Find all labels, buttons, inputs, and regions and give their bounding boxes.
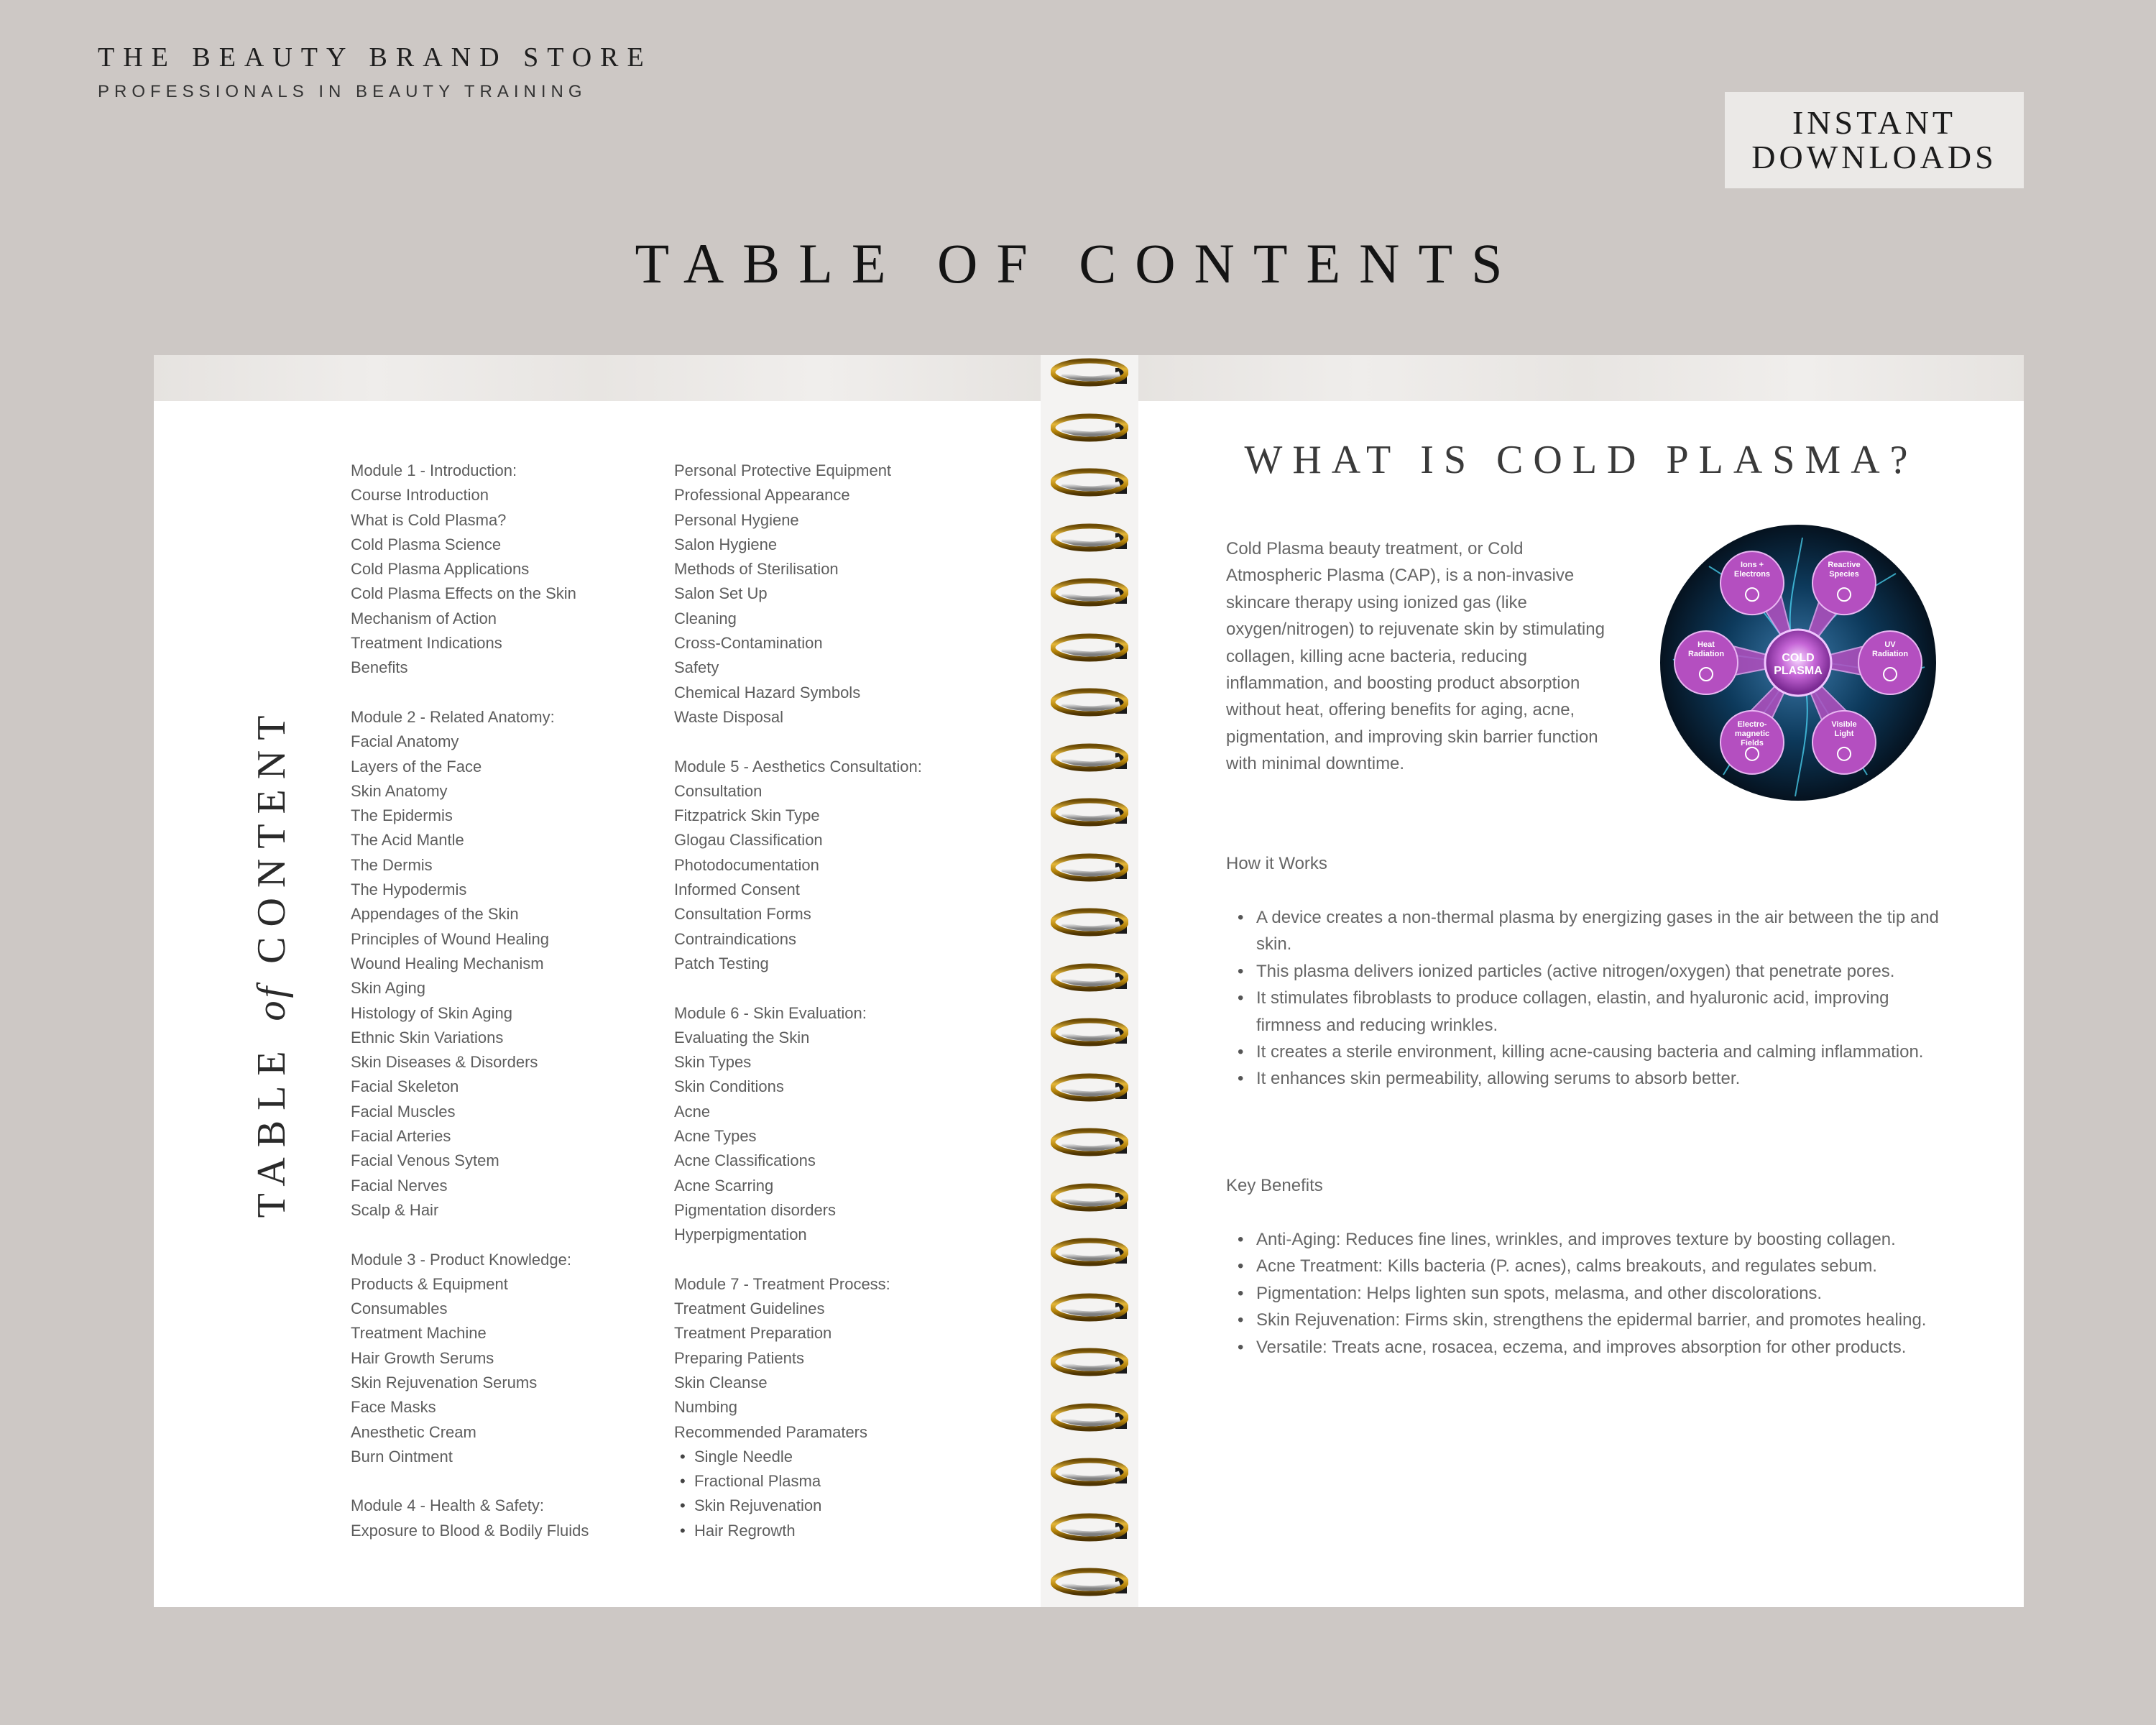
toc-item: Cold Plasma Effects on the Skin xyxy=(351,584,576,603)
diagram-node-label: Fields xyxy=(1741,738,1764,748)
cold-plasma-diagram xyxy=(1659,523,1938,802)
diagram-node-label: Radiation xyxy=(1687,650,1725,658)
toc-bullet-label: Hair Regrowth xyxy=(694,1521,796,1540)
diagram-node xyxy=(1812,711,1876,774)
spiral-binding xyxy=(1041,355,1138,1607)
toc-item: Evaluating the Skin xyxy=(674,1028,810,1046)
toc-item: Informed Consent xyxy=(674,880,800,899)
toc-item: Facial Nerves xyxy=(351,1176,448,1195)
spiral-ring xyxy=(1051,1073,1128,1102)
spiral-ring xyxy=(1051,1183,1128,1212)
spiral-ring xyxy=(1051,468,1128,497)
toc-item: Treatment Preparation xyxy=(674,1324,832,1343)
spiral-ring xyxy=(1051,1128,1128,1156)
toc-item: Contraindications xyxy=(674,929,796,948)
badge-line-2: DOWNLOADS xyxy=(1751,139,1997,175)
diagram-node xyxy=(1858,631,1922,694)
spiral-ring xyxy=(1051,1513,1128,1542)
spiral-ring xyxy=(1051,743,1128,772)
main-title: TABLE OF CONTENTS xyxy=(635,232,1521,295)
toc-item: Cold Plasma Applications xyxy=(351,560,530,579)
toc-item: Chemical Hazard Symbols xyxy=(674,683,861,702)
spiral-ring xyxy=(1051,1293,1128,1322)
toc-item: Consumables xyxy=(351,1300,448,1318)
spiral-ring xyxy=(1051,1403,1128,1432)
diagram-node-label: Electrons xyxy=(1733,570,1771,579)
bullet-icon xyxy=(674,1448,694,1466)
intro-paragraph: Cold Plasma beauty treatment, or Cold Atmospheric Plasma (CAP), is a non-invasive skincare therapy using ionized gas (like oxygen/nitrogen) to rejuvenate skin by stimulating collagen, killing acne bacteria, reducing inflammation, and boosting product absorption without heat, offering benefits for aging, acne, pigmentation, and improving skin barrier function with minimal downtime. xyxy=(1226,539,1605,774)
diagram-node-label: Species xyxy=(1829,570,1859,579)
toc-item: Course Introduction xyxy=(351,486,489,505)
page-title: WHAT IS COLD PLASMA? xyxy=(1244,438,1918,482)
instant-downloads-badge xyxy=(1725,92,2024,188)
toc-item: Hyperpigmentation xyxy=(674,1225,807,1244)
toc-item: The Hypodermis xyxy=(351,880,467,899)
toc-item: Acne Scarring xyxy=(674,1176,774,1195)
toc-item: Acne xyxy=(674,1102,711,1121)
toc-item: The Epidermis xyxy=(351,806,453,825)
toc-item: Glogau Classification xyxy=(674,831,823,850)
toc-item: Facial Arteries xyxy=(351,1127,451,1146)
toc-module-heading: Module 7 - Treatment Process: xyxy=(674,1274,890,1293)
key-benefit-item: • Versatile: Treats acne, rosacea, eczema, and improves absorption for other products. xyxy=(1226,1334,1945,1361)
spiral-ring xyxy=(1051,523,1128,552)
diagram-node xyxy=(1674,631,1738,694)
key-benefit-item: • Pigmentation: Helps lighten sun spots, melasma, and other discolorations. xyxy=(1226,1280,1945,1307)
diagram-node xyxy=(1720,711,1784,774)
diagram-node-label: UV xyxy=(1884,640,1896,649)
toc-item: Benefits xyxy=(351,658,408,677)
vertical-title-of: of xyxy=(249,983,294,1021)
key-benefits-list xyxy=(1226,1226,1945,1361)
toc-item: Consultation xyxy=(674,781,763,800)
toc-item: Acne Classifications xyxy=(674,1151,816,1170)
spiral-ring xyxy=(1051,1238,1128,1266)
how-it-works-list xyxy=(1226,904,1945,1092)
toc-item: Facial Muscles xyxy=(351,1102,456,1121)
toc-item: Exposure to Blood & Bodily Fluids xyxy=(351,1521,589,1540)
toc-item: Salon Set Up xyxy=(674,584,768,603)
spiral-ring xyxy=(1051,1458,1128,1486)
toc-item: Layers of the Face xyxy=(351,757,482,776)
toc-bullet-label: Single Needle xyxy=(694,1447,793,1466)
spiral-ring xyxy=(1051,1348,1128,1376)
toc-item: Appendages of the Skin xyxy=(351,905,519,924)
toc-item: Consultation Forms xyxy=(674,905,811,924)
toc-item: Preparing Patients xyxy=(674,1348,804,1367)
toc-spacer xyxy=(351,1223,589,1247)
toc-item: Products & Equipment xyxy=(351,1274,508,1293)
toc-item: Facial Venous Sytem xyxy=(351,1151,499,1170)
toc-item: The Dermis xyxy=(351,855,433,874)
spiral-ring xyxy=(1051,908,1128,937)
spiral-ring xyxy=(1051,358,1128,387)
toc-item: Recommended Paramaters xyxy=(674,1422,868,1441)
toc-item: What is Cold Plasma? xyxy=(351,510,507,529)
diagram-node xyxy=(1812,551,1876,615)
toc-item: Principles of Wound Healing xyxy=(351,929,549,948)
toc-bullet-label: Skin Rejuvenation xyxy=(694,1496,822,1515)
how-it-works-item: • It creates a sterile environment, killing acne-causing bacteria and calming inflammation. xyxy=(1226,1039,1945,1065)
diagram-node-label: Visible xyxy=(1831,719,1857,729)
toc-item: Cleaning xyxy=(674,609,737,627)
vertical-title-table: TABLE xyxy=(249,1041,294,1218)
toc-item: Skin Anatomy xyxy=(351,781,448,800)
toc-item: Waste Disposal xyxy=(674,707,784,726)
toc-item: Cross-Contamination xyxy=(674,634,823,653)
toc-item: Professional Appearance xyxy=(674,486,850,505)
diagram-node-label: Reactive xyxy=(1828,561,1861,570)
bullet-icon xyxy=(674,1472,694,1490)
toc-module-heading: Module 5 - Aesthetics Consultation: xyxy=(674,757,922,776)
toc-item: Facial Skeleton xyxy=(351,1077,459,1096)
toc-item: Pigmentation disorders xyxy=(674,1200,837,1219)
spiral-ring xyxy=(1051,578,1128,607)
toc-item: Anesthetic Cream xyxy=(351,1422,476,1441)
diagram-center-label-2: PLASMA xyxy=(1774,665,1823,677)
badge-line-1: INSTANT xyxy=(1792,104,1957,141)
toc-spacer xyxy=(351,681,589,705)
toc-column-1 xyxy=(351,459,589,1543)
toc-item: Skin Aging xyxy=(351,979,425,998)
page-top-strip xyxy=(1138,355,2024,401)
toc-item: Cold Plasma Science xyxy=(351,535,502,553)
toc-spacer xyxy=(674,730,922,754)
toc-bullet-item xyxy=(674,1445,922,1469)
key-benefit-item: • Acne Treatment: Kills bacteria (P. acnes), calms breakouts, and regulates sebum. xyxy=(1226,1253,1945,1279)
diagram-node-label: Ions + xyxy=(1740,561,1764,570)
bullet-icon xyxy=(674,1522,694,1540)
toc-item: Safety xyxy=(674,658,719,677)
diagram-node-label: Radiation xyxy=(1871,650,1909,658)
how-it-works-heading: How it Works xyxy=(1226,854,1327,873)
toc-item: Wound Healing Mechanism xyxy=(351,954,544,972)
toc-item: Skin Types xyxy=(674,1053,752,1072)
toc-item: Patch Testing xyxy=(674,954,769,972)
toc-module-heading: Module 6 - Skin Evaluation: xyxy=(674,1003,867,1022)
toc-item: Scalp & Hair xyxy=(351,1200,439,1219)
toc-spacer xyxy=(351,1469,589,1494)
brand-title: THE BEAUTY BRAND STORE xyxy=(98,42,653,73)
how-it-works-item: • This plasma delivers ionized particles (active nitrogen/oxygen) that penetrate pores. xyxy=(1226,958,1945,985)
spiral-ring xyxy=(1051,1568,1128,1596)
toc-bullet-item xyxy=(674,1519,922,1543)
toc-item: Skin Rejuvenation Serums xyxy=(351,1373,538,1392)
spiral-ring xyxy=(1051,853,1128,882)
bullet-icon xyxy=(674,1496,694,1514)
diagram-center-label-1: COLD xyxy=(1782,652,1815,664)
key-benefit-item: • Skin Rejuvenation: Firms skin, strengthens the epidermal barrier, and promotes healing. xyxy=(1226,1307,1945,1333)
toc-item: Treatment Indications xyxy=(351,634,502,653)
diagram-node-label: Heat xyxy=(1697,640,1715,649)
toc-item: Histology of Skin Aging xyxy=(351,1003,513,1022)
spiral-ring xyxy=(1051,633,1128,662)
toc-module-heading: Module 1 - Introduction: xyxy=(351,461,517,479)
how-it-works-item: • It stimulates fibroblasts to produce collagen, elastin, and hyaluronic acid, improving firmness and reducing wrinkles. xyxy=(1226,985,1945,1039)
toc-bullet-item xyxy=(674,1494,922,1518)
toc-spacer xyxy=(674,976,922,1000)
vertical-title-content: CONTENT xyxy=(249,705,294,964)
page-top-strip xyxy=(154,355,1041,401)
toc-module-heading: Module 2 - Related Anatomy: xyxy=(351,707,555,726)
toc-item: Skin Cleanse xyxy=(674,1373,768,1392)
key-benefits-heading: Key Benefits xyxy=(1226,1176,1323,1195)
toc-item: Ethnic Skin Variations xyxy=(351,1028,504,1046)
toc-bullet-label: Fractional Plasma xyxy=(694,1472,821,1491)
toc-item: Salon Hygiene xyxy=(674,535,778,553)
toc-item: Treatment Machine xyxy=(351,1324,487,1343)
toc-item: Face Masks xyxy=(351,1398,436,1417)
toc-item: Numbing xyxy=(674,1398,738,1417)
toc-item: Acne Types xyxy=(674,1127,757,1146)
key-benefit-item: • Anti-Aging: Reduces fine lines, wrinkles, and improves texture by boosting collagen. xyxy=(1226,1226,1945,1253)
toc-item: Photodocumentation xyxy=(674,855,819,874)
toc-spacer xyxy=(674,1248,922,1272)
toc-module-heading: Module 4 - Health & Safety: xyxy=(351,1496,545,1515)
toc-item: Fitzpatrick Skin Type xyxy=(674,806,820,825)
toc-item: Methods of Sterilisation xyxy=(674,560,839,579)
brand-subtitle: PROFESSIONALS IN BEAUTY TRAINING xyxy=(98,82,587,101)
toc-item: Hair Growth Serums xyxy=(351,1348,494,1367)
how-it-works-item: • A device creates a non-thermal plasma by energizing gases in the air between the tip and skin. xyxy=(1226,904,1945,958)
diagram-node-label: Electro- xyxy=(1737,719,1767,729)
toc-item: Personal Hygiene xyxy=(674,510,799,529)
spiral-ring xyxy=(1051,688,1128,717)
toc-item: The Acid Mantle xyxy=(351,831,464,850)
toc-bullet-item xyxy=(674,1469,922,1494)
vertical-title xyxy=(249,706,295,1218)
toc-item: Burn Ointment xyxy=(351,1447,453,1466)
toc-item: Treatment Guidelines xyxy=(674,1300,825,1318)
toc-item: Mechanism of Action xyxy=(351,609,497,627)
diagram-node-label: magnetic xyxy=(1734,729,1770,738)
how-it-works-item: • It enhances skin permeability, allowing serums to absorb better. xyxy=(1226,1065,1945,1092)
toc-column-2 xyxy=(674,459,922,1543)
toc-item: Facial Anatomy xyxy=(351,732,459,751)
toc-item: Skin Diseases & Disorders xyxy=(351,1053,538,1072)
diagram-node xyxy=(1720,551,1784,615)
toc-item: Skin Conditions xyxy=(674,1077,784,1096)
toc-module-heading: Module 3 - Product Knowledge: xyxy=(351,1250,571,1269)
spiral-ring xyxy=(1051,798,1128,827)
spiral-ring xyxy=(1051,963,1128,992)
spiral-ring xyxy=(1051,1018,1128,1046)
toc-item: Personal Protective Equipment xyxy=(674,461,892,479)
spiral-ring xyxy=(1051,413,1128,442)
diagram-node-label: Light xyxy=(1834,729,1854,738)
